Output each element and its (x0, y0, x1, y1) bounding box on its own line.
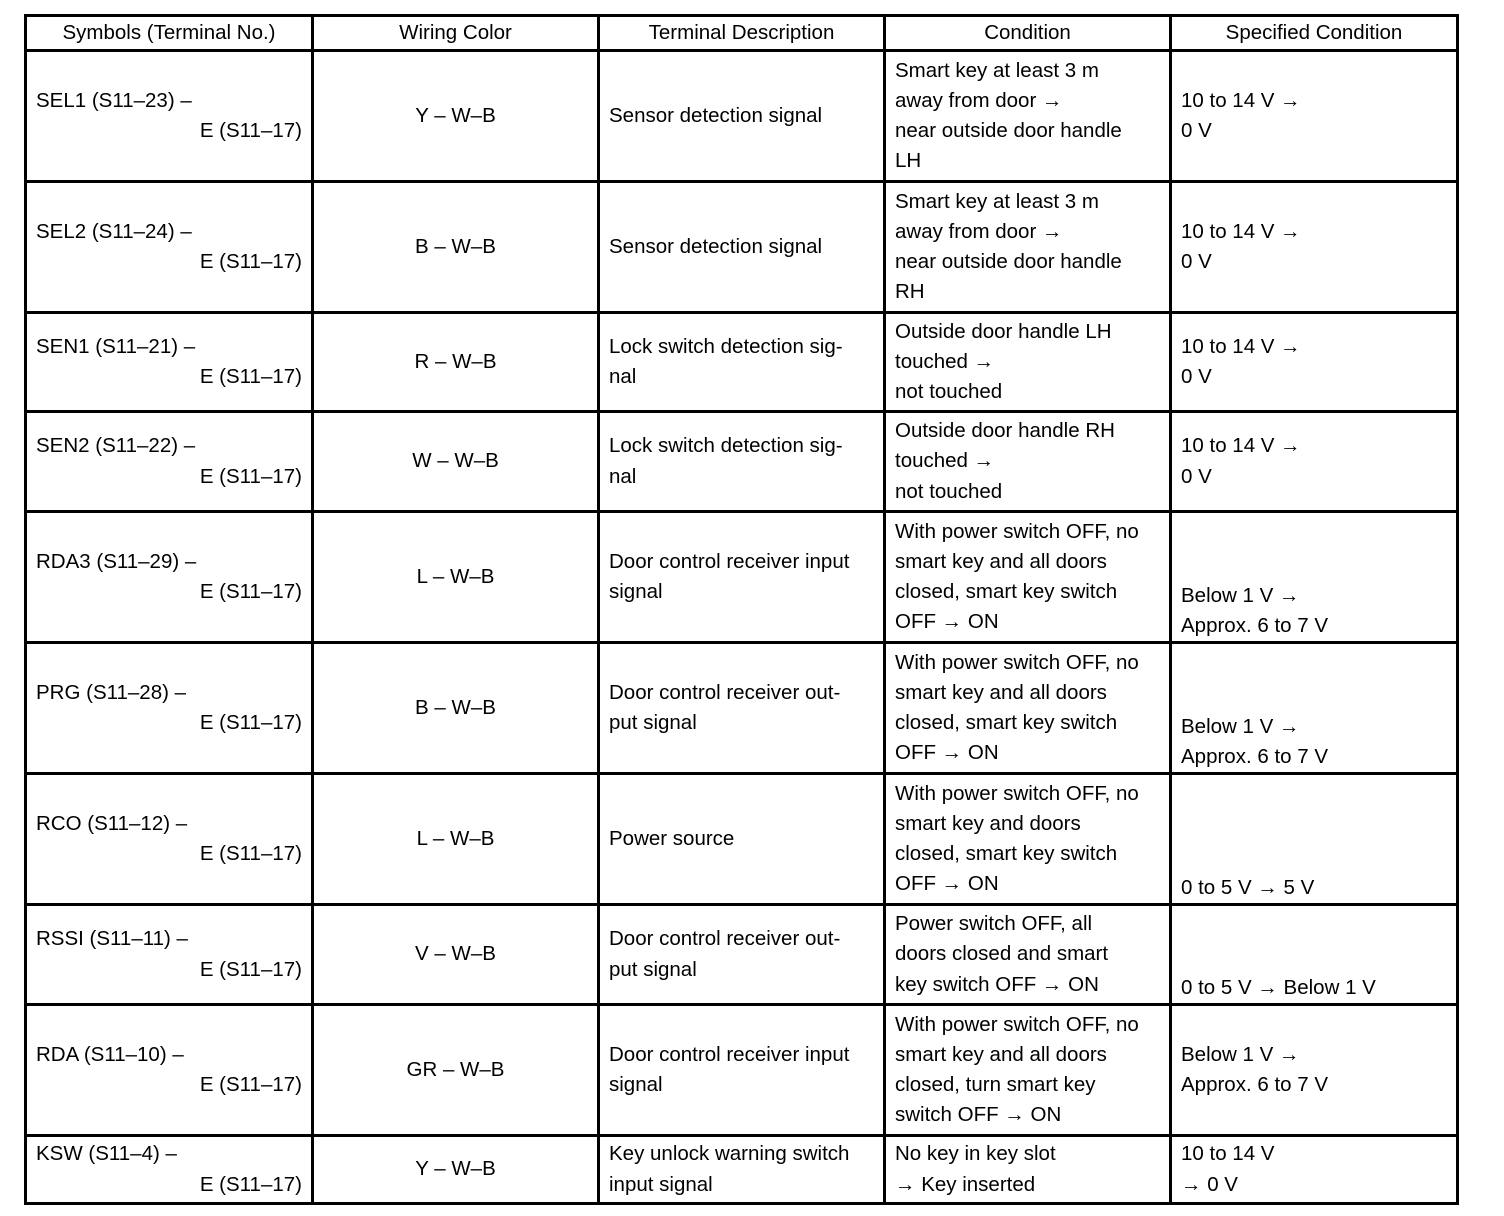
description-cell (599, 643, 885, 774)
condition-cell (885, 1136, 1171, 1204)
condition-cell (885, 905, 1171, 1005)
wiring-color-cell: L – W–B (313, 512, 599, 643)
condition-line: smart key and doors (895, 811, 1081, 835)
symbol-cell (26, 1136, 313, 1204)
spec-line: 0 V (1181, 119, 1212, 142)
symbol-ground: E (S11–17) (199, 957, 302, 981)
condition-cell (885, 182, 1171, 313)
wiring-color-cell: B – W–B (313, 643, 599, 774)
description-line: Door control receiver out- (609, 927, 841, 951)
spec-line: 10 to 14 V (1181, 1142, 1275, 1166)
symbol-terminal: RSSI (S11–11) – (36, 927, 188, 951)
header-row (26, 16, 1458, 51)
condition-line: OFF → ON (895, 741, 999, 765)
table-row (26, 313, 1458, 412)
symbol-cell (26, 905, 313, 1005)
condition-line: near outside door handle (895, 119, 1122, 142)
symbol-cell (26, 51, 313, 182)
wiring-color-cell: V – W–B (313, 905, 599, 1005)
symbol-terminal: SEL1 (S11–23) – (36, 88, 192, 112)
wiring-color-cell: B – W–B (313, 182, 599, 313)
wiring-color-cell: L – W–B (313, 774, 599, 905)
table-row (26, 643, 1458, 774)
condition-line: key switch OFF → ON (895, 972, 1099, 996)
spec-line: 10 to 14 V → (1181, 88, 1301, 112)
header-terminal-description: Terminal Description (599, 16, 885, 51)
specified-condition-cell (1171, 51, 1458, 182)
description-line: Sensor detection signal (609, 234, 823, 258)
description-line: Door control receiver out- (609, 680, 841, 704)
description-cell (599, 51, 885, 182)
specified-condition-cell (1171, 905, 1458, 1005)
description-cell (599, 774, 885, 905)
condition-line: Outside door handle RH (895, 419, 1115, 443)
condition-line: OFF → ON (895, 610, 999, 634)
condition-line: touched → (895, 449, 995, 473)
condition-cell (885, 512, 1171, 643)
table-row (26, 51, 1458, 182)
specified-condition-cell (1171, 512, 1458, 643)
wiring-color-cell: W – W–B (313, 412, 599, 512)
spec-line: 0 V (1181, 365, 1212, 388)
symbol-terminal: SEL2 (S11–24) – (36, 219, 192, 243)
condition-line: away from door → (895, 219, 1063, 243)
spec-line: Below 1 V → (1181, 1042, 1300, 1066)
condition-line: away from door → (895, 88, 1063, 112)
specified-condition-cell (1171, 182, 1458, 313)
symbol-ground: E (S11–17) (199, 842, 302, 865)
wiring-color-cell: Y – W–B (313, 51, 599, 182)
symbol-cell (26, 1005, 313, 1136)
condition-line: smart key and all doors (895, 680, 1107, 704)
description-line: signal (609, 1073, 663, 1096)
condition-line: doors closed and smart (895, 942, 1109, 966)
condition-line: With power switch OFF, no (895, 781, 1139, 805)
condition-line: Power switch OFF, all (895, 912, 1093, 936)
symbol-ground: E (S11–17) (199, 365, 302, 388)
spec-line: 10 to 14 V → (1181, 219, 1301, 243)
description-cell (599, 905, 885, 1005)
symbol-ground: E (S11–17) (199, 250, 302, 273)
symbol-terminal: PRG (S11–28) – (36, 680, 187, 704)
symbol-ground: E (S11–17) (199, 119, 302, 142)
condition-cell (885, 313, 1171, 412)
description-line: put signal (609, 957, 697, 981)
header-specified-condition: Specified Condition (1171, 16, 1458, 51)
condition-line: LH (895, 149, 922, 173)
terminal-spec-table (24, 14, 1459, 1205)
symbol-ground: E (S11–17) (199, 464, 302, 488)
condition-line: closed, smart key switch (895, 580, 1118, 603)
symbol-terminal: SEN1 (S11–21) – (36, 334, 196, 358)
condition-cell (885, 774, 1171, 905)
table-row (26, 182, 1458, 313)
description-line: Door control receiver input (609, 549, 850, 573)
description-cell (599, 1005, 885, 1136)
description-line: signal (609, 580, 663, 603)
symbol-cell (26, 643, 313, 774)
wiring-color-cell: Y – W–B (313, 1136, 599, 1204)
symbol-cell (26, 313, 313, 412)
condition-cell (885, 412, 1171, 512)
description-line: Key unlock warning switch (609, 1142, 850, 1166)
condition-line: closed, turn smart key (895, 1073, 1096, 1096)
description-line: Lock switch detection sig- (609, 434, 843, 458)
symbol-cell (26, 182, 313, 313)
condition-line: switch OFF → ON (895, 1103, 1062, 1127)
condition-line: RH (895, 280, 925, 304)
symbol-ground: E (S11–17) (199, 1073, 302, 1096)
table-row (26, 412, 1458, 512)
spec-line: 0 V (1181, 464, 1212, 488)
description-line: Sensor detection signal (609, 103, 823, 127)
description-line: Lock switch detection sig- (609, 334, 843, 358)
condition-line: near outside door handle (895, 250, 1122, 273)
specified-condition-cell (1171, 643, 1458, 774)
description-cell (599, 313, 885, 412)
table-row (26, 905, 1458, 1005)
symbol-ground: E (S11–17) (199, 1172, 302, 1196)
description-line: nal (609, 365, 637, 388)
condition-line: Smart key at least 3 m (895, 189, 1099, 213)
spec-line: Below 1 V → (1181, 714, 1300, 738)
symbol-terminal: KSW (S11–4) – (36, 1142, 177, 1166)
condition-line: No key in key slot (895, 1142, 1056, 1166)
spec-line: → 0 V (1181, 1172, 1238, 1196)
header-wiring-color: Wiring Color (313, 16, 599, 51)
description-cell (599, 512, 885, 643)
description-line: nal (609, 464, 637, 488)
description-line: put signal (609, 711, 697, 734)
symbol-cell (26, 774, 313, 905)
condition-line: not touched (895, 380, 1003, 404)
condition-line: smart key and all doors (895, 549, 1107, 573)
specified-condition-cell (1171, 1136, 1458, 1204)
condition-cell (885, 51, 1171, 182)
condition-line: Smart key at least 3 m (895, 58, 1099, 82)
condition-line: With power switch OFF, no (895, 650, 1139, 674)
condition-line: touched → (895, 349, 995, 373)
description-cell (599, 1136, 885, 1204)
symbol-ground: E (S11–17) (199, 580, 302, 603)
symbol-terminal: SEN2 (S11–22) – (36, 434, 196, 458)
table-row (26, 774, 1458, 905)
wiring-color-cell: R – W–B (313, 313, 599, 412)
specified-condition-cell (1171, 1005, 1458, 1136)
specified-condition-cell (1171, 412, 1458, 512)
spec-line: 0 to 5 V → 5 V (1181, 875, 1315, 899)
header-condition: Condition (885, 16, 1171, 51)
spec-line: Approx. 6 to 7 V (1181, 613, 1329, 637)
spec-line: Below 1 V → (1181, 583, 1300, 607)
condition-line: OFF → ON (895, 872, 999, 896)
wiring-color-cell: GR – W–B (313, 1005, 599, 1136)
table-row (26, 1136, 1458, 1204)
symbol-cell (26, 512, 313, 643)
condition-line: Outside door handle LH (895, 319, 1112, 343)
condition-line: closed, smart key switch (895, 842, 1118, 865)
condition-cell (885, 643, 1171, 774)
table-row (26, 512, 1458, 643)
description-line: input signal (609, 1172, 713, 1196)
spec-line: 0 V (1181, 250, 1212, 273)
table-row (26, 1005, 1458, 1136)
description-cell (599, 412, 885, 512)
description-line: Power source (609, 826, 735, 850)
condition-cell (885, 1005, 1171, 1136)
specified-condition-cell (1171, 774, 1458, 905)
symbol-cell (26, 412, 313, 512)
specified-condition-cell (1171, 313, 1458, 412)
condition-line: closed, smart key switch (895, 711, 1118, 734)
header-symbols: Symbols (Terminal No.) (26, 16, 313, 51)
symbol-ground: E (S11–17) (199, 711, 302, 734)
description-cell (599, 182, 885, 313)
symbol-terminal: RCO (S11–12) – (36, 811, 188, 835)
spec-line: Approx. 6 to 7 V (1181, 744, 1329, 768)
condition-line: With power switch OFF, no (895, 519, 1139, 543)
spec-line: 0 to 5 V → Below 1 V (1181, 975, 1376, 999)
symbol-terminal: RDA (S11–10) – (36, 1042, 184, 1066)
spec-line: 10 to 14 V → (1181, 334, 1301, 358)
condition-line: → Key inserted (895, 1172, 1036, 1196)
spec-line: Approx. 6 to 7 V (1181, 1073, 1329, 1096)
condition-line: With power switch OFF, no (895, 1012, 1139, 1036)
symbol-terminal: RDA3 (S11–29) – (36, 549, 197, 573)
condition-line: smart key and all doors (895, 1042, 1107, 1066)
condition-line: not touched (895, 479, 1003, 503)
description-line: Door control receiver input (609, 1042, 850, 1066)
spec-line: 10 to 14 V → (1181, 434, 1301, 458)
